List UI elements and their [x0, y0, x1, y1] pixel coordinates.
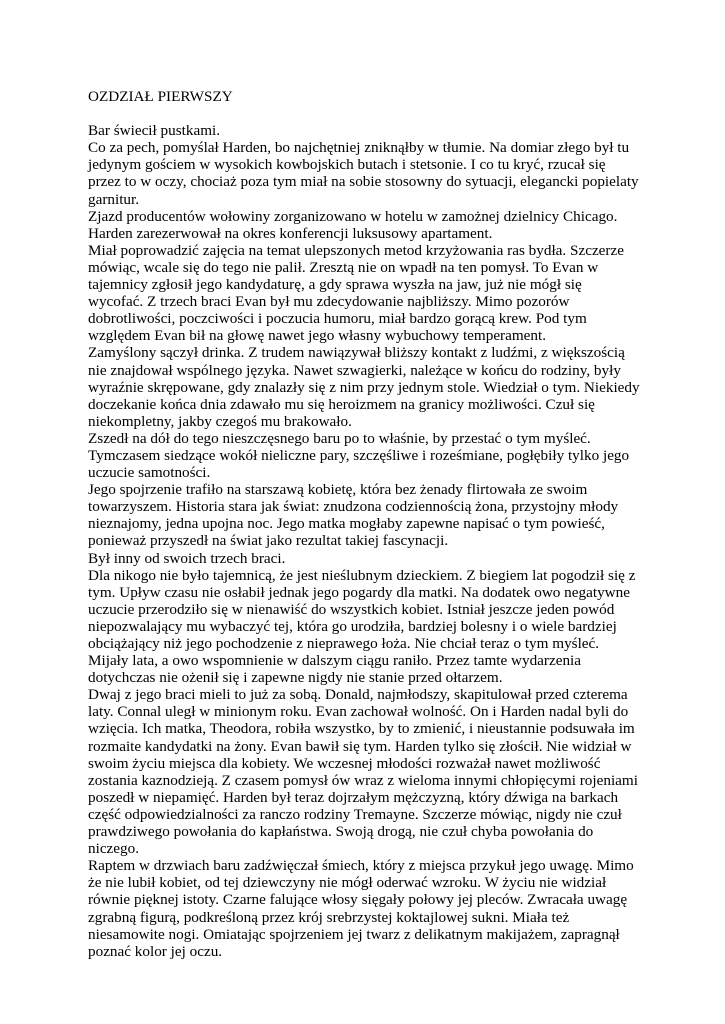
paragraph: Bar świecił pustkami.	[88, 122, 221, 140]
paragraph: Dwaj z jego braci mieli to już za sobą. Donald, najmłodszy, skapitulował przed czterema laty. Connal uległ w minionym roku. Evan zachował wolność. On i Harden nadal byli do wzięcia. Ich matka, Theodora, robiła wszystko, by to zmienić, i nieustannie podsuwała im rozmaite kandydatki na żony. Evan bawił się tym. Harden tylko się złościł. Nie widział w swoim życiu miejsca dla kobiety. We wczesnej młodości rozważał nawet możliwość zostania kaznodzieją. Z czasem pomysł ów wraz z wieloma innymi chłopięcymi rojeniami poszedł w niepamięć. Harden był teraz dojrzałym mężczyzną, który dźwiga na barkach część odpowiedzialności za ranczo rodziny Tremayne. Szczerze mówiąc, nigdy nie czuł prawdziwego powołania do kapłaństwa. Swoją drogą, nie czuł chyba powołania do niczego.	[88, 686, 638, 858]
paragraph: Zszedł na dół do tego nieszczęsnego baru po to właśnie, by przestać o tym myśleć. Tymczasem siedzące wokół nieliczne pary, szczęśliwe i roześmiane, pogłębiły tylko jego uczucie samotności.	[88, 429, 630, 482]
document-body	[88, 88, 640, 960]
paragraph: Zjazd producentów wołowiny zorganizowano w hotelu w zamożnej dzielnicy Chicago. Harden zarezerwował na okres konferencji luksusowy apartament.	[88, 207, 618, 242]
paragraph: Dla nikogo nie było tajemnicą, że jest nieślubnym dzieckiem. Z biegiem lat pogodził się z tym. Upływ czasu nie osłabił jednak jego pogardy dla matki. Na dodatek owo negatywne uczucie przerodziło się w nienawiść do wszystkich kobiet. Istniał jeszcze jeden powód niepozwalający mu wybaczyć tej, która go urodziła, bardziej bolesny i o wiele bardziej obciążający niż jego pochodzenie z nieprawego łoża. Nie chciał teraz o tym myśleć. Mijały lata, a owo wspomnienie w dalszym ciągu raniło. Przez tamte wydarzenia dotychczas nie ożenił się i zapewne nigdy nie stanie przed ołtarzem.	[88, 566, 636, 687]
paragraph: Zamyślony sączył drinka. Z trudem nawiązywał bliższy kontakt z ludźmi, z większością nie znajdował wspólnego języka. Nawet szwagierki, należące w końcu do rodziny, były wyraźnie skrępowane, gdy znalazły się z nim przy jednym stole. Wiedział o tym. Niekiedy doczekanie końca dnia zdawało mu się heroizmem na granicy możliwości. Czuł się niekompletny, jakby czegoś mu brakowało.	[88, 344, 640, 430]
paragraph: Miał poprowadzić zajęcia na temat ulepszonych metod krzyżowania ras bydła. Szczerze mówiąc, wcale się do tego nie palił. Zresztą nie on wpadł na ten pomysł. To Evan w tajemnicy zgłosił jego kandydaturę, a gdy sprawa wyszła na jaw, już nie mógł się wycofać. Z trzech braci Evan był mu zdecydowanie najbliższy. Mimo pozorów dobrotliwości, poczciwości i poczucia humoru, miał bardzo gorącą krew. Pod tym względem Evan bił na głowę nawet jego własny wybuchowy temperament.	[88, 241, 624, 345]
paragraph: Raptem w drzwiach baru zadźwięczał śmiech, który z miejsca przykuł jego uwagę. Mimo że nie lubił kobiet, od tej dziewczyny nie mógł oderwać wzroku. W życiu nie widział równie pięknej istoty. Czarne falujące włosy sięgały połowy jej pleców. Zwracała uwagę zgrabną figurą, podkreśloną przez krój srebrzystej koktajlowej sukni. Miała też niesamowite nogi. Omiatając spojrzeniem jej twarz z delikatnym makijażem, zapragnął poznać kolor jej oczu.	[88, 857, 634, 960]
paragraph: Co za pech, pomyślał Harden, bo najchętniej zniknąłby w tłumie. Na domiar złego był tu jedynym gościem w wysokich kowbojskich butach i stetsonie. I co tu kryć, rzucał się przez to w oczy, chociaż poza tym miał na sobie stosowny do sytuacji, elegancki popielaty garnitur.	[88, 139, 639, 208]
chapter-heading: OZDZIAŁ PIERWSZY	[88, 88, 233, 105]
paragraph: Był inny od swoich trzech braci.	[88, 549, 286, 567]
paragraph: Jego spojrzenie trafiło na starszawą kobietę, która bez żenady flirtowała ze swoim towarzyszem. Historia stara jak świat: znudzona codziennością żona, przystojny młody nieznajomy, jedna upojna noc. Jego matka mogłaby zapewne napisać o tym powieść, ponieważ przyszedł na świat jako rezultat takiej fascynacji.	[88, 481, 619, 550]
